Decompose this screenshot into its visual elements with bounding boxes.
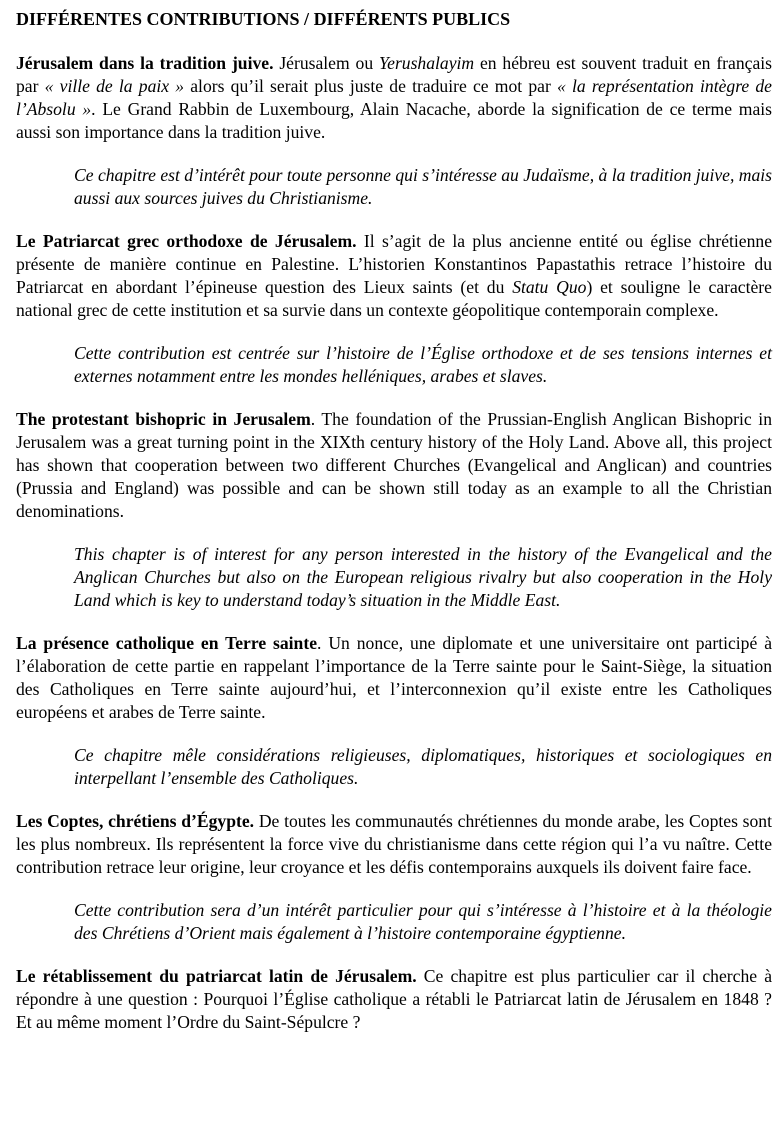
- section-jerusalem-tradition-juive: [16, 52, 772, 210]
- section-protestant-bishopric: [16, 408, 772, 612]
- section-heading: La présence catholique en Terre sainte: [16, 633, 318, 653]
- audience-note: Ce chapitre est d’intérêt pour toute personne qui s’intéresse au Judaïsme, à la tradition juive, mais aussi aux sources juives du Christianisme.: [74, 165, 772, 208]
- section-heading: Le Patriarcat grec orthodoxe de Jérusalem.: [16, 231, 357, 251]
- section-paragraph: Le Patriarcat grec orthodoxe de Jérusalem. Il s’agit de la plus ancienne entité ou église chrétienne présente de manière continue en Palestine. L’historien Konstantinos Papastathis retrace l’histoire du Patriarcat en abordant l’épineuse question des Lieux saints (et du Statu Quo) et souligne le caractère national grec de cette institution et sa survie dans un contexte géopolitique contemporain complexe.: [16, 231, 772, 320]
- audience-note: This chapter is of interest for any person interested in the history of the Evangelical and the Anglican Churches but also on the European religious rivalry but also cooperation in the Holy Land which is key to understand today’s situation in the Middle East.: [74, 544, 772, 610]
- section-presence-catholique: [16, 632, 772, 790]
- section-paragraph: Le rétablissement du patriarcat latin de Jérusalem. Ce chapitre est plus particulier car il cherche à répondre à une question : Pourquoi l’Église catholique a rétabli le Patriarcat latin de Jérusalem en 1848 ? Et au même moment l’Ordre du Saint-Sépulcre ?: [16, 966, 772, 1032]
- section-paragraph: Les Coptes, chrétiens d’Égypte. De toutes les communautés chrétiennes du monde arabe, les Coptes sont les plus nombreux. Ils représentent la force vive du christianisme dans cette région qui l’a vu naître. Cette contribution retrace leur origine, leur croyance et les défis contemporains auxquels ils doivent faire face.: [16, 811, 772, 877]
- audience-note: Ce chapitre mêle considérations religieuses, diplomatiques, historiques et sociologiques en interpellant l’ensemble des Catholiques.: [74, 745, 772, 788]
- audience-note: Cette contribution sera d’un intérêt particulier pour qui s’intéresse à l’histoire et à la théologie des Chrétiens d’Orient mais également à l’histoire contemporaine égyptienne.: [74, 900, 772, 943]
- section-paragraph: The protestant bishopric in Jerusalem. The foundation of the Prussian-English Anglican Bishopric in Jerusalem was a great turning point in the XIXth century history of the Holy Land. Above all, this project has shown that cooperation between two different Churches (Evangelical and Anglican) and countries (Prussia and England) was possible and can be shown still today as an example to all the Christian denominations.: [16, 409, 772, 521]
- section-heading: Le rétablissement du patriarcat latin de Jérusalem.: [16, 966, 417, 986]
- section-patriarcat-latin: [16, 965, 772, 1034]
- section-heading: Les Coptes, chrétiens d’Égypte.: [16, 811, 255, 831]
- section-paragraph: La présence catholique en Terre sainte. Un nonce, une diplomate et une universitaire ont participé à l’élaboration de cette partie en rappelant l’importance de la Terre sainte pour le Saint-Siège, la situation des Catholiques en Terre sainte aujourd’hui, et l’interconnexion qu’il existe entre les Catholiques européens et arabes de Terre sainte.: [16, 633, 772, 722]
- section-heading: The protestant bishopric in Jerusalem: [16, 409, 311, 429]
- page-title: DIFFÉRENTES CONTRIBUTIONS / DIFFÉRENTS PUBLICS: [16, 9, 511, 29]
- section-patriarcat-grec-orthodoxe: [16, 230, 772, 388]
- section-paragraph: Jérusalem dans la tradition juive. Jérusalem ou Yerushalayim en hébreu est souvent traduit en français par « ville de la paix » alors qu’il serait plus juste de traduire ce mot par « la représentation intègre de l’Absolu ». Le Grand Rabbin de Luxembourg, Alain Nacache, aborde la signification de ce terme mais aussi son importance dans la tradition juive.: [16, 53, 772, 142]
- section-heading: Jérusalem dans la tradition juive.: [16, 53, 274, 73]
- audience-note: Cette contribution est centrée sur l’histoire de l’Église orthodoxe et de ses tensions internes et externes notamment entre les mondes helléniques, arabes et slaves.: [74, 343, 772, 386]
- section-coptes: [16, 810, 772, 945]
